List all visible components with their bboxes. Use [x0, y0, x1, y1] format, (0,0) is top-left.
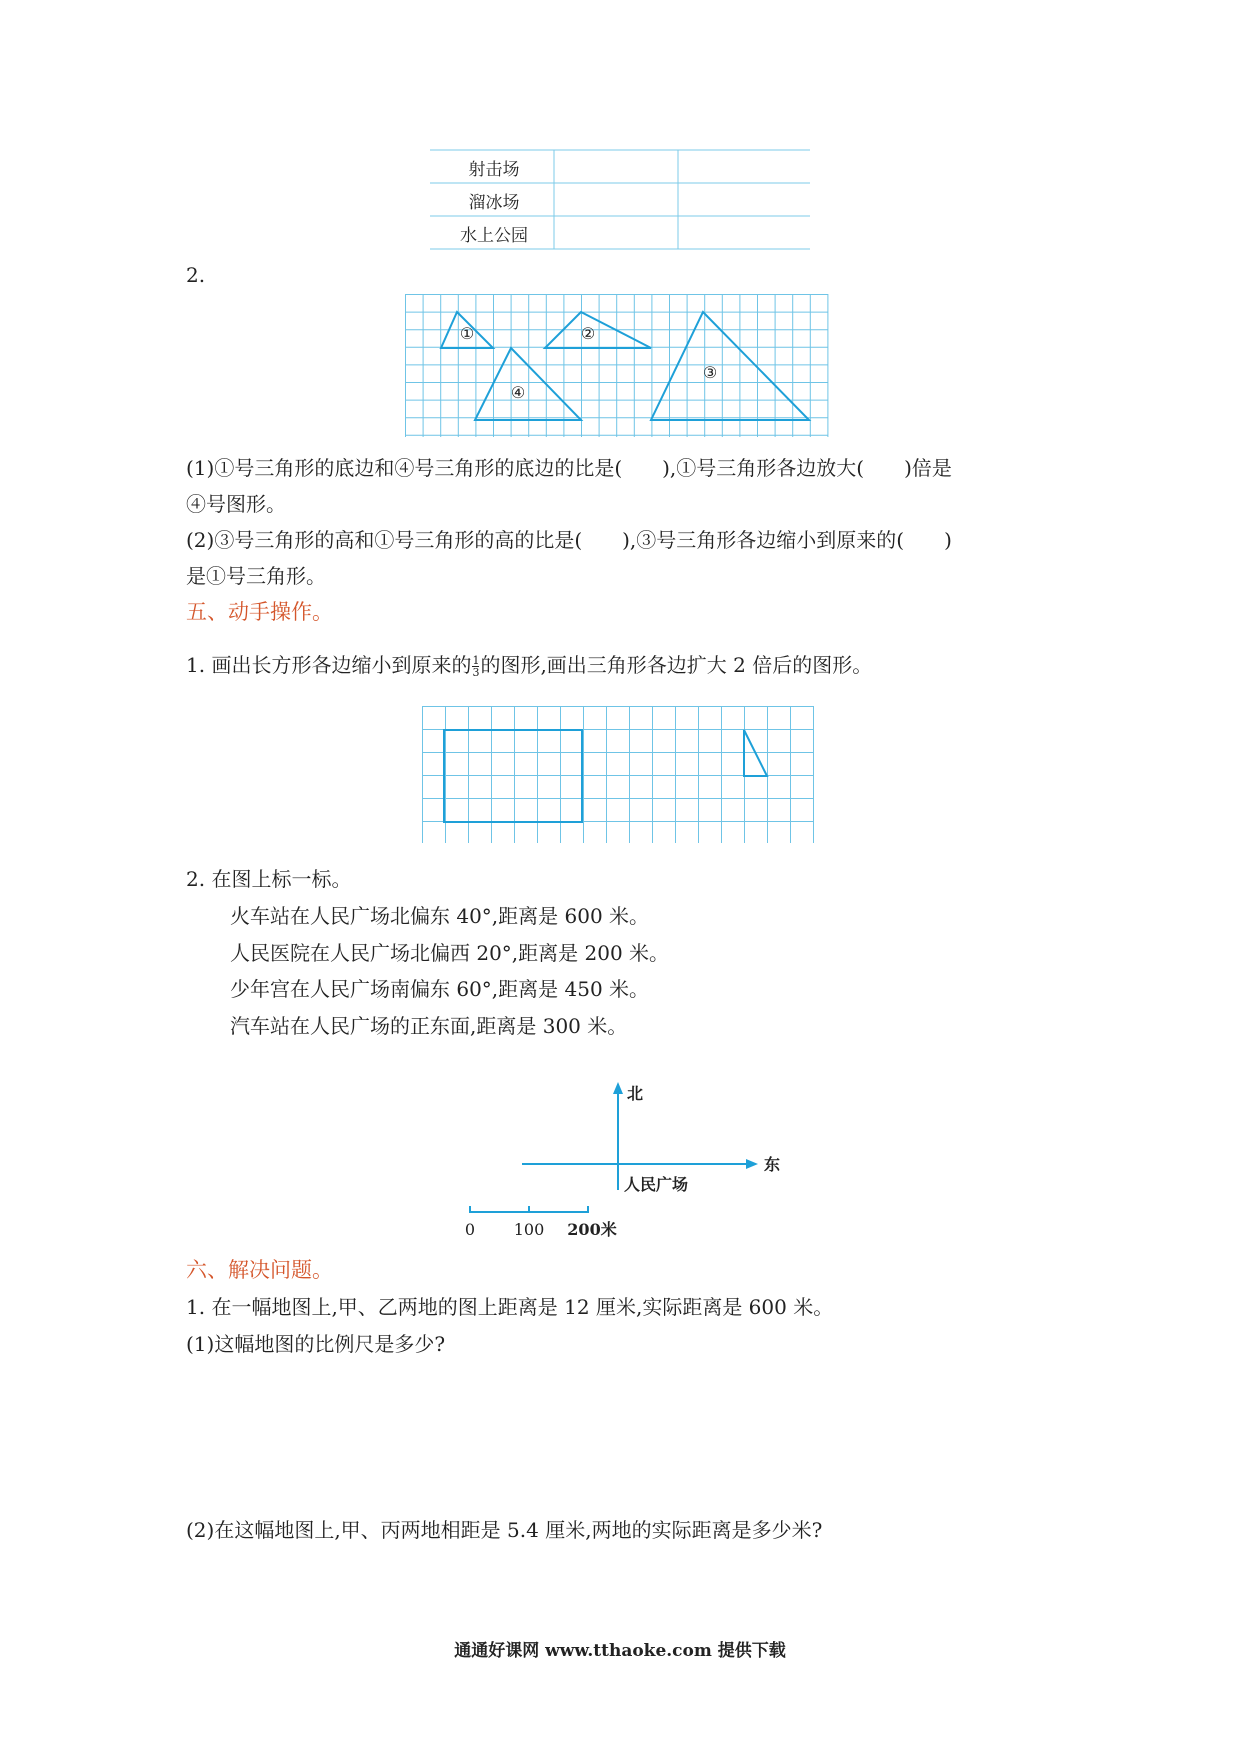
fraction-denominator: 3 [472, 666, 480, 679]
fraction-one-third [472, 655, 479, 678]
center-label: 人民广场 [624, 1175, 689, 1194]
q2-line-2b: 是①号三角形。 [186, 564, 326, 588]
north-label: 北 [627, 1084, 644, 1103]
triangle-4 [475, 348, 581, 420]
section-5-q2-title: 2. 在图上标一标。 [186, 867, 352, 891]
table-row-label: 射击场 [468, 160, 520, 180]
grid [405, 294, 828, 437]
q2-line-2a: (2)③号三角形的高和①号三角形的高的比是( ),③号三角形各边缩小到原来的( ) [186, 528, 952, 552]
section-6-q1-1: (1)这幅地图的比例尺是多少? [186, 1332, 446, 1356]
east-arrow-icon [746, 1159, 758, 1169]
section-6-q1-2: (2)在这幅地图上,甲、丙两地相距是 5.4 厘米,两地的实际距离是多少米? [186, 1518, 823, 1542]
section-5-q1 [186, 652, 872, 678]
scale-label: 100 [513, 1220, 545, 1239]
triangle-label-2: ② [580, 324, 596, 343]
q1-text-before: 1. 画出长方形各边缩小到原来的 [186, 653, 472, 677]
triangle-label-3: ③ [702, 363, 718, 382]
table-row-label: 溜冰场 [468, 193, 520, 213]
q1-text-after: 的图形,画出三角形各边扩大 2 倍后的图形。 [480, 653, 873, 677]
compass-diagram [460, 1080, 780, 1240]
rectangle-triangle-grid-figure [422, 706, 814, 844]
section-6-q1: 1. 在一幅地图上,甲、乙两地的图上距离是 12 厘米,实际距离是 600 米。 [186, 1295, 834, 1319]
scale-label: 200米 [567, 1220, 617, 1239]
q2-item: 少年宫在人民广场南偏东 60°,距离是 450 米。 [230, 977, 650, 1001]
triangles-grid-figure [405, 294, 829, 438]
q2-line-1b: ④号图形。 [186, 492, 286, 516]
north-arrow-icon [613, 1082, 623, 1094]
q2-item: 火车站在人民广场北偏东 40°,距离是 600 米。 [230, 904, 650, 928]
q2-number: 2. [186, 263, 206, 287]
triangle-3 [651, 312, 809, 420]
q2-item: 汽车站在人民广场的正东面,距离是 300 米。 [230, 1014, 628, 1038]
triangle-label-1: ① [459, 324, 475, 343]
section-6-title: 六、解决问题。 [186, 1258, 333, 1282]
triangle-label-4: ④ [510, 383, 526, 402]
table-row-label: 水上公园 [460, 226, 528, 246]
fraction-numerator: 1 [472, 654, 480, 667]
q2-item: 人民医院在人民广场北偏西 20°,距离是 200 米。 [230, 941, 670, 965]
scale-label: 0 [464, 1220, 476, 1239]
section-5-title: 五、动手操作。 [186, 600, 333, 624]
east-label: 东 [764, 1155, 780, 1174]
q2-line-1a: (1)①号三角形的底边和④号三角形的底边的比是( ),①号三角形各边放大( )倍是 [186, 456, 952, 480]
footer-text: 通通好课网 www.tthaoke.com 提供下载 [454, 1641, 786, 1661]
